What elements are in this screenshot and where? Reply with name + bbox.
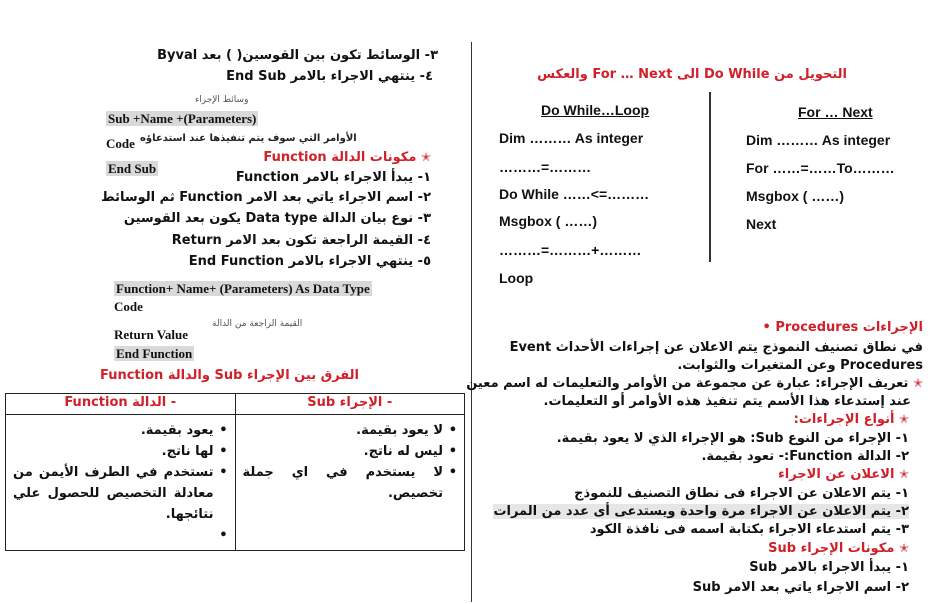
do-line-5: ………=………+……… (499, 242, 642, 258)
decl-heading: ✭ الاعلان عن الاجراء (778, 467, 909, 482)
for-line-1: Dim ……… As integer (746, 132, 891, 148)
left-item3: ٣- الوسائط تكون بين القوسين( ) بعد Byval (157, 48, 438, 63)
page-divider (471, 42, 472, 602)
star-icon: ✭ (420, 150, 431, 164)
func-code: Code (114, 299, 143, 314)
star-icon: ✭ (898, 412, 909, 426)
list-item: • لها ناتج. (13, 441, 228, 462)
func-heading: ✭ مكونات الدالة Function (263, 150, 431, 165)
list-item: • يعود بقيمة. (13, 420, 228, 441)
loop-divider (709, 92, 711, 262)
do-title: Do While…Loop (541, 102, 650, 118)
list-item: • لا يستخدم في اي جملة تخصيص. (243, 462, 458, 504)
comparison-table (5, 393, 465, 551)
star-icon: ✭ (898, 467, 909, 481)
convert-heading: التحويل من Do While الى For … Next والعكس (537, 67, 847, 82)
def-line-2: عند إستدعاء هذا الأسم يتم تنفيذ هذه الأوامر أو التعليمات. (543, 394, 911, 409)
code-label: Code (106, 136, 135, 151)
decl-3: ٣- يتم استدعاء الاجراء بكتابة اسمه فى نافذة الكود (589, 522, 909, 537)
note-params: وسائط الإجراء (195, 95, 249, 105)
for-line-4: Next (746, 216, 777, 232)
list-item: • لا يعود بقيمة. (243, 420, 458, 441)
sub-item-1: ١- يبدأ الاجراء بالامر Sub (749, 560, 909, 575)
func-item-2: ٢- اسم الاجراء ياتي بعد الامر Function ثم الوسائط (101, 190, 431, 205)
col-func-header: - الدالة Function (6, 394, 236, 415)
func-cell (6, 415, 236, 551)
for-title: For … Next (798, 104, 873, 120)
star-icon: ✭ (898, 541, 909, 555)
decl-1: ١- يتم الاعلان عن الاجراء فى نطاق التصنيف للنموذج (574, 486, 909, 501)
star-icon: ✭ (912, 376, 923, 390)
return-value: Return Value (114, 327, 189, 342)
proc-intro-1: في نطاق تصنيف النموذج يتم الاعلان عن إجراءات الأحداث Event (509, 340, 923, 355)
col-sub-header: - الإجراء Sub (235, 394, 465, 415)
for-line-3: Msgbox ( ……) (746, 188, 844, 204)
list-item: • تستخدم في الطرف الأيمن من معادلة التخصيص للحصول علي نتائجها. (13, 462, 228, 525)
sub-item-2: ٢- اسم الاجراء ياتي بعد الامر Sub (692, 580, 909, 595)
do-line-6: Loop (499, 270, 534, 286)
types-heading: ✭ أنواع الإجراءات: (793, 412, 909, 427)
do-line-1: Dim ……… As integer (499, 130, 644, 146)
sub-heading: ✭ مكونات الإجراء Sub (768, 541, 909, 556)
end-sub: End Sub (108, 161, 157, 176)
do-line-3: Do While ……<=……… (499, 186, 650, 202)
decl-2: ٢- يتم الاعلان عن الاجراء مرة واحدة ويستدعى أى عدد من المرات (493, 504, 909, 519)
left-item4: ٤- ينتهي الاجراء بالامر End Sub (226, 69, 433, 84)
func-item-3: ٣- نوع بيان الدالة Data type يكون بعد القوسين (123, 211, 431, 226)
type-1: ١- الإجراء من النوع Sub: هو الإجراء الذي لا يعود بقيمة. (556, 431, 909, 446)
func-syntax: Function+ Name+ (Parameters) As Data Type (116, 281, 370, 296)
func-item-5: ٥- ينتهي الاجراء بالامر End Function (188, 254, 431, 269)
type-2: ٢- الدالة Function:- تعود بقيمة. (701, 449, 909, 464)
note-return: القيمة الراجعة من الدالة (212, 319, 303, 329)
list-item: • ليس له ناتج. (243, 441, 458, 462)
proc-heading: الإجراءات Procedures • (762, 320, 923, 335)
def-line-1: ✭ تعريف الإجراء: عبارة عن مجموعة من الأوامر والتعليمات له اسم معين (466, 376, 923, 391)
func-item-1: ١- يبدأ الاجراء بالامر Function (235, 170, 431, 185)
note-code: الأوامر التي سوف يتم تنفيذها عند استدعاؤه (140, 133, 357, 144)
diff-heading: الفرق بين الإجراء Sub والدالة Function (99, 368, 359, 383)
end-function: End Function (116, 346, 193, 361)
bullet-icon: • (762, 320, 771, 335)
do-line-4: Msgbox ( ……) (499, 213, 597, 229)
for-line-2: For ……=……To……… (746, 160, 895, 176)
func-item-4: ٤- القيمة الراجعة تكون بعد الامر Return (171, 233, 431, 248)
sub-cell (235, 415, 465, 551)
sub-syntax: Sub +Name +(Parameters) (108, 111, 257, 126)
proc-intro-2: Procedures وعن المتغيرات والثوابت. (677, 358, 923, 373)
do-line-2: ………=……… (499, 159, 592, 175)
